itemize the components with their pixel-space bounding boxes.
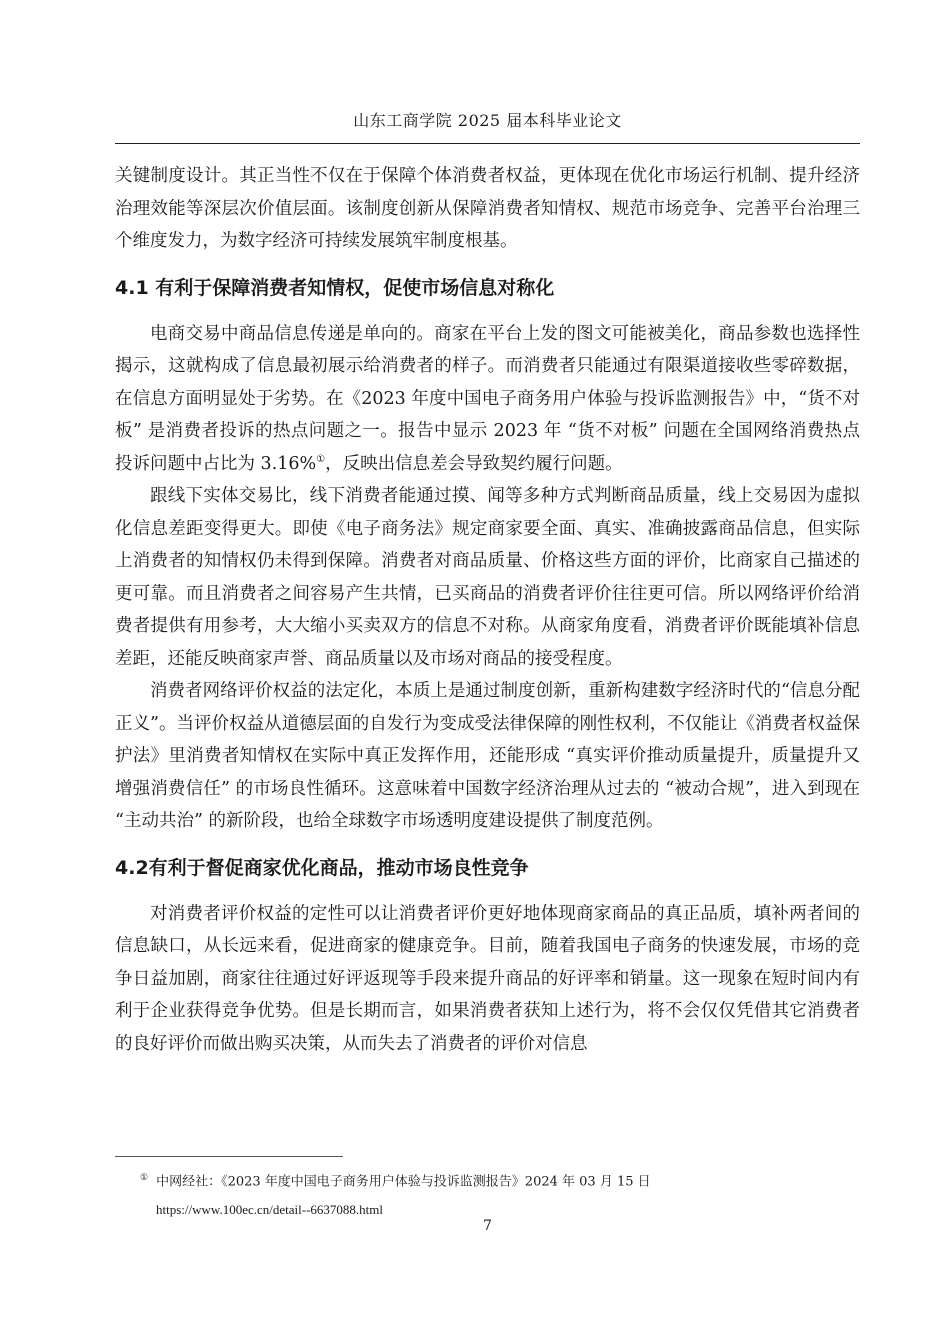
section-heading-4-1: 4.1 有利于保障消费者知情权，促使市场信息对称化 xyxy=(115,276,555,299)
footnote-reference-mark[interactable]: ① xyxy=(316,453,326,465)
footnote xyxy=(140,1164,860,1224)
running-header: 山东工商学院 2025 届本科毕业论文 xyxy=(353,111,622,130)
footnote-rule xyxy=(115,1156,343,1157)
section-4-1-paragraph-3: 消费者网络评价权益的法定化，本质上是通过制度创新，重新构建数字经济时代的“信息分配正义”。当评价权益从道德层面的自发行为变成受法律保障的刚性权利，不仅能让《消费者权益保护法》里消费者知情权在实际中真正发挥作用，还能形成 “真实评价推动质量提升，质量提升又增强消费信任” 的市场良性循环。这意味着中国数字经济治理从过去的 “被动合规”，进入到现在 “主动共治” 的新阶段，也给全球数字市场透明度建设提供了制度范例。 xyxy=(115,681,860,831)
section-4-2-paragraph-1: 对消费者评价权益的定性可以让消费者评价更好地体现商家商品的真正品质，填补两者间的信息缺口，从长远来看，促进商家的健康竞争。目前，随着我国电子商务的快速发展，市场的竞争日益加剧，商家往往通过好评返现等手段来提升商品的好评率和销量。这一现象在短时间内有利于企业获得竞争优势。但是长期而言，如果消费者获知上述行为，将不会仅仅凭借其它消费者的良好评价而做出购买决策，从而失去了消费者的评价对信息 xyxy=(115,903,860,1054)
intro-paragraph: 关键制度设计。其正当性不仅在于保障个体消费者权益，更体现在优化市场运行机制、提升经济治理效能等深层次价值层面。该制度创新从保障消费者知情权、规范市场竞争、完善平台治理三个维度发力，为数字经济可持续发展筑牢制度根基。 xyxy=(115,166,860,251)
header-rule xyxy=(115,143,860,144)
page-number: 7 xyxy=(483,1218,492,1234)
footnote-url-link[interactable]: https://www.100ec.cn/detail--6637088.html xyxy=(156,1202,383,1218)
section-4-1-paragraph-2: 跟线下实体交易比，线下消费者能通过摸、闻等多种方式判断商品质量，线上交易因为虚拟化信息差距变得更大。即使《电子商务法》规定商家要全面、真实、准确披露商品信息，但实际上消费者的知情权仍未得到保障。消费者对商品质量、价格这些方面的评价，比商家自己描述的更可靠。而且消费者之间容易产生共情，已买商品的消费者评价往往更可信。所以网络评价给消费者提供有用参考，大大缩小买卖双方的信息不对称。从商家角度看，消费者评价既能填补信息差距，还能反映商家声誉、商品质量以及市场对商品的接受程度。 xyxy=(115,486,860,669)
section-heading-4-2: 4.2有利于督促商家优化商品，推动市场良性竞争 xyxy=(115,856,529,879)
footnote-text: 中网经社：《2023 年度中国电子商务用户体验与投诉监测报告》2024 年 03 月 15 日 xyxy=(156,1174,651,1190)
section-4-1-paragraph-1 xyxy=(115,318,860,481)
paragraph-text: 电商交易中商品信息传递是单向的。商家在平台上发的图文可能被美化，商品参数也选择性揭示，这就构成了信息最初展示给消费者的样子。而消费者只能通过有限渠道接收些零碎数据，在信息方面明显处于劣势。在《2023 年度中国电子商务用户体验与投诉监测报告》中，“货不对板” 是消费者投诉的热点问题之一。报告中显示 2023 年 “货不对板” 问题在全国网络消费热点投诉问题中占比为 3.16% xyxy=(115,323,860,474)
footnote-mark: ① xyxy=(140,1173,149,1183)
main-content xyxy=(115,160,860,1060)
paragraph-text: ，反映出信息差会导致契约履行问题。 xyxy=(325,453,623,474)
